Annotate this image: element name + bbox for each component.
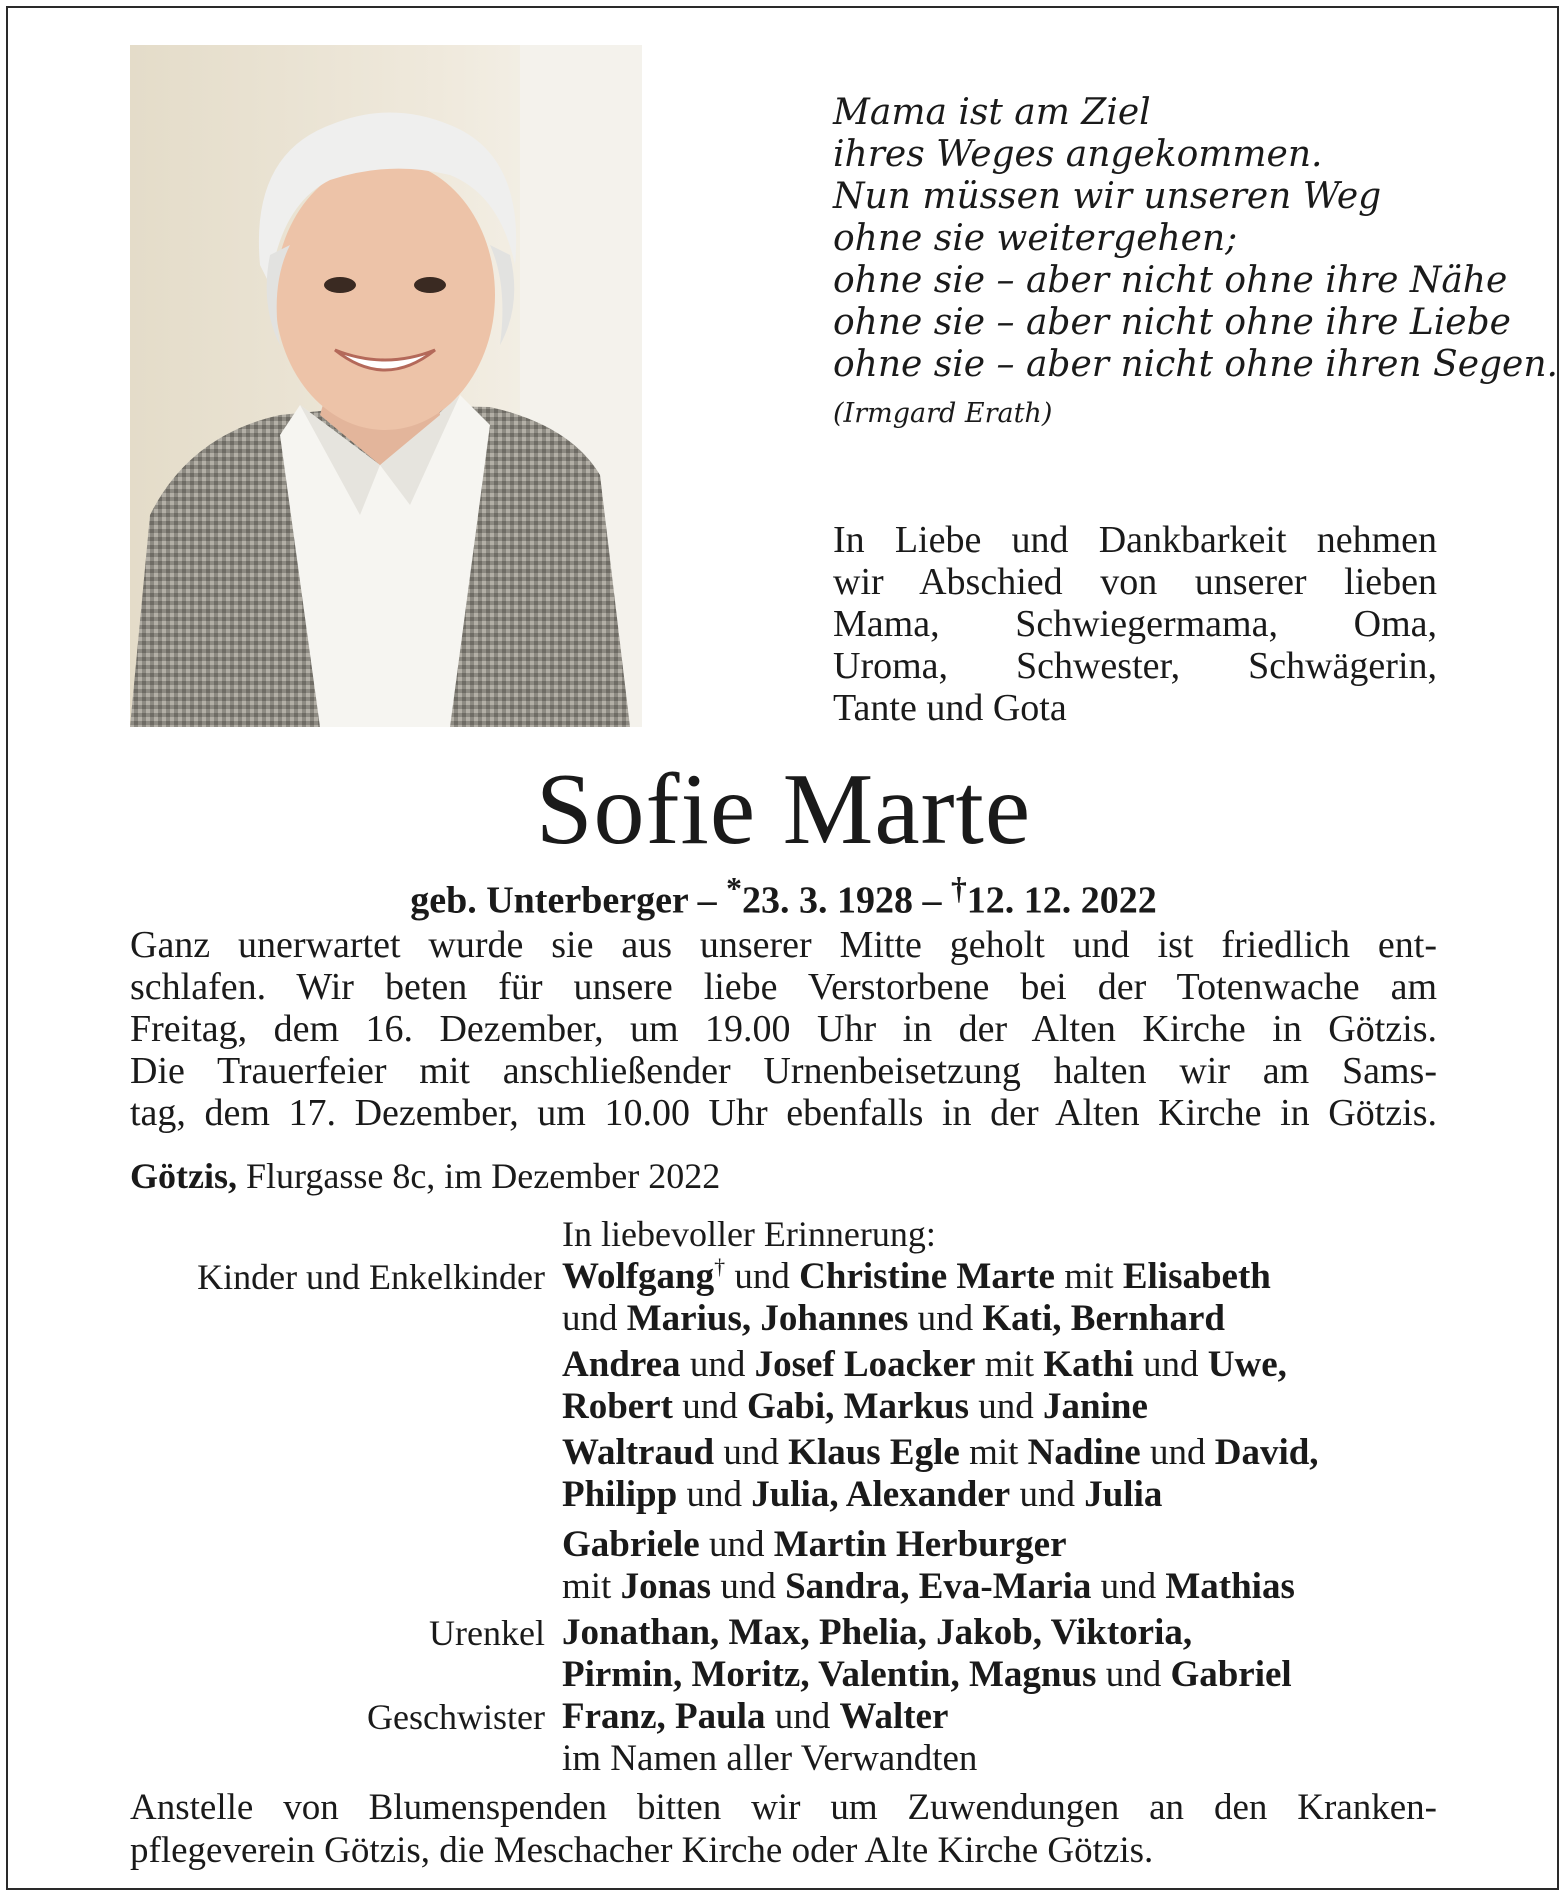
connector: und	[714, 1432, 789, 1473]
relative-name: Julia	[1084, 1474, 1163, 1515]
location-town: Götzis,	[130, 1156, 237, 1196]
poem-line: ihres Weges angekommen.	[833, 134, 1323, 175]
relative-name: Wolfgang	[562, 1256, 715, 1297]
farewell-line: Uroma, Schwester, Schwägerin,	[833, 645, 1437, 687]
relative-name: David,	[1214, 1432, 1319, 1473]
relative-name: Kathi	[1043, 1344, 1134, 1385]
donation-request	[130, 1786, 1437, 1872]
portrait-photo	[130, 45, 642, 727]
connector: und	[908, 1298, 983, 1339]
body-line: tag, dem 17. Dezember, um 10.00 Uhr ebenfalls in der Alten Kirche in Götzis.	[130, 1092, 1437, 1134]
poem-line: Mama ist am Ziel	[833, 92, 1151, 133]
relative-name: Uwe,	[1207, 1344, 1287, 1385]
closing-line: Anstelle von Blumenspenden bitten wir um Zuwendungen an den Kranken-	[130, 1787, 1437, 1828]
connector: und	[672, 1386, 747, 1427]
connector: und	[680, 1344, 755, 1385]
connector: und	[725, 1256, 800, 1297]
relative-name: Robert	[562, 1386, 673, 1427]
relative-name: Klaus Egle	[788, 1432, 960, 1473]
connector: und	[765, 1696, 840, 1737]
poem-line: ohne sie – aber nicht ohne ihre Nähe	[833, 260, 1508, 301]
connector: mit	[562, 1566, 621, 1607]
farewell-line: In Liebe und Dankbarkeit nehmen	[833, 519, 1437, 561]
relative-name: Waltraud	[562, 1432, 715, 1473]
on-behalf-text: im Namen aller Verwandten	[562, 1738, 978, 1779]
memory-heading: In liebevoller Erinnerung:	[562, 1214, 936, 1254]
born-mark: *	[726, 871, 742, 906]
birth-date: 23. 3. 1928	[741, 879, 913, 922]
relative-name: Julia, Alexander	[751, 1474, 1011, 1515]
relative-name: Mathias	[1165, 1566, 1295, 1607]
relative-name: Martin Herburger	[773, 1524, 1067, 1565]
poem-line: ohne sie weitergehen;	[833, 218, 1238, 259]
family-group	[562, 1524, 1442, 1608]
label-great-grandchildren: Urenkel	[429, 1613, 545, 1653]
connector: und	[1133, 1344, 1208, 1385]
connector: mit	[975, 1344, 1044, 1385]
connector: und	[562, 1298, 627, 1339]
relative-name: Franz, Paula	[562, 1696, 766, 1737]
closing-line: pflegeverein Götzis, die Meschacher Kirche oder Alte Kirche Götzis.	[130, 1830, 1154, 1871]
farewell-line: Mama, Schwiegermama, Oma,	[833, 603, 1437, 645]
relative-name: Elisabeth	[1122, 1256, 1271, 1297]
connector: und	[1010, 1474, 1085, 1515]
poem	[833, 92, 1558, 430]
birth-death-dates	[0, 866, 1567, 924]
label-children: Kinder und Enkelkinder	[197, 1257, 545, 1297]
poem-author: (Irmgard Erath)	[833, 398, 1053, 429]
connector: und	[711, 1566, 786, 1607]
body-line: Die Trauerfeier mit anschließender Urnenbeisetzung halten wir am Sams-	[130, 1050, 1437, 1092]
relative-name: Gabi, Markus	[746, 1386, 970, 1427]
location-rest: Flurgasse 8c, im Dezember 2022	[236, 1156, 721, 1196]
siblings-group	[562, 1696, 1442, 1780]
connector: und	[677, 1474, 752, 1515]
relative-name: Jonas	[620, 1566, 712, 1607]
deceased-mark: †	[714, 1254, 726, 1279]
connector: mit	[959, 1432, 1028, 1473]
relative-name: Pirmin, Moritz, Valentin, Magnus	[562, 1654, 1097, 1695]
relative-name: Sandra, Eva-Maria	[785, 1566, 1092, 1607]
relative-name: Jonathan, Max, Phelia, Jakob, Viktoria,	[562, 1612, 1193, 1653]
relative-name: Philipp	[562, 1474, 678, 1515]
farewell-line: wir Abschied von unserer lieben	[833, 561, 1437, 603]
relative-name: Nadine	[1027, 1432, 1141, 1473]
relative-name: Andrea	[562, 1344, 681, 1385]
death-date: 12. 12. 2022	[966, 879, 1157, 922]
poem-line: ohne sie – aber nicht ohne ihren Segen.	[833, 344, 1558, 385]
family-group	[562, 1432, 1442, 1516]
family-group	[562, 1344, 1442, 1428]
farewell-text	[833, 519, 1437, 729]
location-date	[130, 1155, 1030, 1197]
relative-name: Gabriel	[1170, 1654, 1292, 1695]
label-siblings: Geschwister	[367, 1697, 545, 1737]
relative-name: Josef Loacker	[754, 1344, 976, 1385]
body-line: Freitag, dem 16. Dezember, um 19.00 Uhr in der Alten Kirche in Götzis.	[130, 1008, 1437, 1050]
family-group	[562, 1256, 1442, 1340]
farewell-line: Tante und Gota	[833, 687, 1067, 729]
deceased-name: Sofie Marte	[535, 753, 1032, 866]
dash: –	[697, 879, 717, 922]
connector: und	[1096, 1654, 1171, 1695]
maiden-name: geb. Unterberger	[410, 879, 689, 922]
dash: –	[922, 879, 942, 922]
connector: und	[1140, 1432, 1215, 1473]
connector: und	[699, 1524, 774, 1565]
relative-name: Marius, Johannes	[626, 1298, 909, 1339]
relative-name: Walter	[839, 1696, 949, 1737]
died-mark: †	[950, 871, 967, 906]
funeral-details	[130, 924, 1437, 1134]
poem-line: Nun müssen wir unseren Weg	[833, 176, 1382, 217]
body-line: Ganz unerwartet wurde sie aus unserer Mitte geholt und ist friedlich ent-	[130, 924, 1437, 966]
connector: und	[969, 1386, 1044, 1427]
relative-name: Gabriele	[562, 1524, 700, 1565]
connector: und	[1091, 1566, 1166, 1607]
relative-name: Janine	[1043, 1386, 1148, 1427]
body-line: schlafen. Wir beten für unsere liebe Verstorbene bei der Totenwache am	[130, 966, 1437, 1008]
great-grandchildren-group	[562, 1612, 1442, 1696]
poem-line: ohne sie – aber nicht ohne ihre Liebe	[833, 302, 1511, 343]
relative-name: Kati, Bernhard	[982, 1298, 1225, 1339]
relative-name: Christine Marte	[799, 1256, 1055, 1297]
connector: mit	[1054, 1256, 1123, 1297]
